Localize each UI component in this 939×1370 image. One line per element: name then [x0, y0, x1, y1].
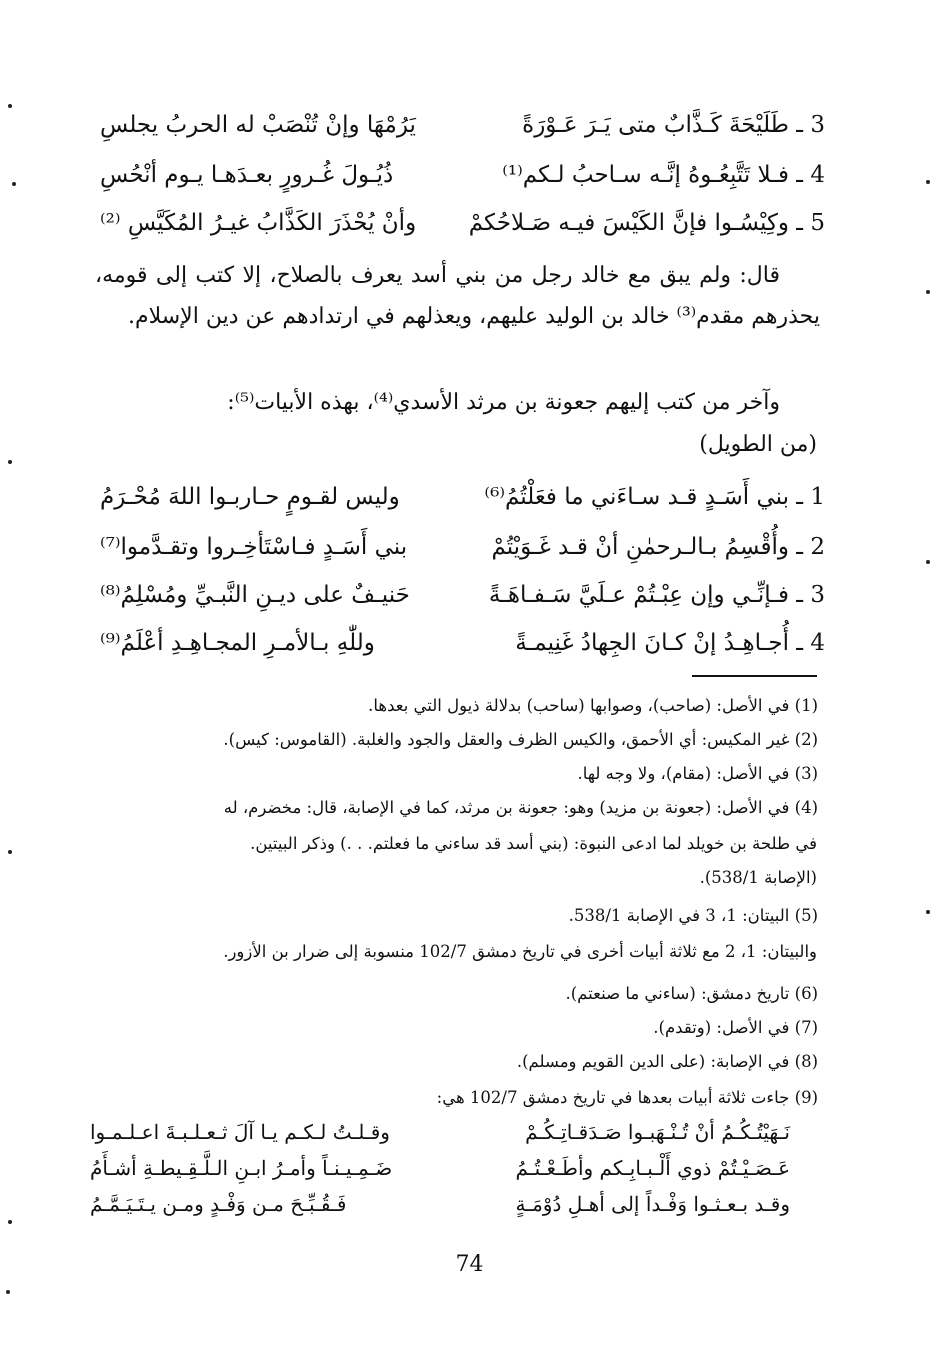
scan-speck [8, 460, 12, 464]
verse-hemistich-first: 5 ـ وكِيْسُـوا فإنَّ الكَيْسَ فيـه صَـلاحُكمْ [468, 210, 825, 236]
verse-hemistich-second: فَـقُـبِّـحَ مـن وَفْـدٍ ومـن يـتَـيَـمَّـمُ [90, 1192, 347, 1216]
footnote-continuation: (الإصابة 538/1). [699, 868, 817, 887]
footnote-verse-line [90, 1192, 790, 1216]
scan-speck [926, 290, 930, 294]
verse-hemistich-first: وقـد بـعـثـوا وَفْـداً إلى أهـلِ دُوْمَـةٍ [515, 1192, 790, 1216]
verse-hemistich-first: عَـصَـيْـتُمْ ذوي أَلْـبـابِـكم وأطَـعْـتُـمُ [515, 1156, 790, 1180]
verse-hemistich-second: حَنيـفٌ على ديـنِ النَّبـيِّ ومُسْلِمُ⁽⁸⁾ [100, 582, 410, 608]
verse-hemistich-second: ذُيُـولَ غُـرورٍ بعـدَهـا يـوم أنْحُسِ [100, 162, 394, 188]
footnote: (6) تاريخ دمشق: (ساءني ما صنعتم). [565, 984, 818, 1003]
verse-hemistich-first: 4 ـ أُجـاهِـدُ إنْ كـانَ الجِهادُ غَنِيمـةً [515, 630, 825, 656]
verse-hemistich-second: بني أَسَـدٍ فـاسْتَأخِـروا وتقـدَّموا⁽⁷⁾ [100, 534, 408, 560]
verse-hemistich-second: وقـلـتُ لـكـم يـا آلَ ثـعـلـبـةَ اعـلـمـوا [90, 1120, 390, 1144]
footnote: (4) في الأصل: (جعونة بن مزيد) وهو: جعونة بن مرثد، كما في الإصابة، قال: مخضرم، له [223, 798, 818, 817]
scan-speck [926, 560, 930, 564]
verse-line [100, 534, 825, 560]
footnote: (3) في الأصل: (مقام)، ولا وجه لها. [577, 764, 818, 783]
verse-hemistich-second: وليس لقـومٍ حـاربـوا اللهَ مُحْـرَمُ [100, 484, 400, 510]
footnote-continuation: في طلحة بن خويلد لما ادعى النبوة: (بني أسد قد ساءني ما فعلتم. . .) وذكر البيتين. [250, 834, 817, 853]
footnote: (7) في الأصل: (وتقدم). [653, 1018, 818, 1037]
scan-speck [6, 1290, 10, 1294]
verse-hemistich-second: وللّٰهِ بـالأمـرِ المجـاهِـدِ أعْلَمُ⁽⁹⁾ [100, 630, 375, 656]
verse-line [100, 630, 825, 656]
scan-speck [12, 182, 16, 186]
verse-line [100, 162, 825, 188]
footnote-verse-line [90, 1156, 790, 1180]
verse-hemistich-first: 1 ـ بني أَسَـدٍ قـد سـاءَني ما فعَلْتُمُ⁽⁶⁾ [484, 484, 825, 510]
scan-speck [8, 1220, 12, 1224]
scan-speck [926, 910, 930, 914]
verse-hemistich-first: 3 ـ فـإنِّـي وإن عِبْـتُمْ عـلَيَّ سَـفـاهَـةً [488, 582, 825, 608]
verse-line [100, 582, 825, 608]
verse-hemistich-first: 2 ـ وأُقْسِمُ بـالـرحمٰنِ أنْ قـد غَـوَيْتُمْ [491, 534, 825, 560]
scan-speck [926, 180, 930, 184]
footnote: (2) غير المكيس: أي الأحمق، والكيس الظرف والعقل والجود والغلبة. (القاموس: كيس). [223, 730, 818, 749]
footnote: (9) جاءت ثلاثة أبيات بعدها في تاريخ دمشق 102/7 هي: [436, 1088, 818, 1107]
body-paragraph: قال: ولم يبق مع خالد رجل من بني أسد يعرف بالصلاح، إلا كتب إلى قومه، يحذرهم مقدم⁽³⁾ خالد بن الوليد عليهم، ويعذلهم في ارتدادهم عن دين الإسلام. [95, 263, 820, 329]
verse-hemistich-first: 3 ـ طَلَيْحَةَ كَـذَّابٌ متى يَـرَ عَـوْرَةً [522, 112, 825, 138]
meter-label: (من الطويل) [699, 432, 817, 457]
scan-speck [8, 850, 12, 854]
verse-hemistich-first: نَـهَيْتُـكُـمُ أنْ تُـنْـهَبـوا صَـدَقـاتِـكُـمْ [525, 1120, 790, 1144]
verse-line [100, 112, 825, 138]
verse-line [100, 484, 825, 510]
page-number: 74 [455, 1252, 484, 1277]
footnote: (1) في الأصل: (صاحب)، وصوابها (ساحب) بدلالة ذيول التي بعدها. [368, 696, 818, 715]
verse-hemistich-second: يَرُمْهَا وإنْ تُنْصَبْ له الحربُ يجلسِ [100, 112, 416, 138]
intro-paragraph: وآخر من كتب إليهم جعونة بن مرثد الأسدي⁽⁴⁾، بهذه الأبيات⁽⁵⁾: [227, 390, 780, 415]
verse-hemistich-second: وأنْ يُحْذَرَ الكَذَّابُ غيـرُ المُكَيَّسِ ⁽²⁾ [100, 210, 417, 236]
verse-hemistich-first: 4 ـ فـلا تَتَّبِعُـوهُ إنَّـه سـاحبُ لـكم⁽¹⁾ [502, 162, 825, 188]
verse-line [100, 210, 825, 236]
verse-hemistich-second: ضَـمِـيـنـاً وأمـرُ ابـنِ الـلَّـقِـيطـةِ أشـأَمُ [90, 1156, 393, 1180]
scan-speck [8, 104, 12, 108]
footnote-continuation: والبيتان: 1، 2 مع ثلاثة أبيات أخرى في تاريخ دمشق 102/7 منسوبة إلى ضرار بن الأزور. [223, 942, 817, 961]
footnote: (5) البيتان: 1، 3 في الإصابة 538/1. [568, 906, 818, 925]
footnote-separator [692, 675, 817, 677]
footnote: (8) في الإصابة: (على الدين القويم ومسلم). [516, 1052, 818, 1071]
footnote-verse-line [90, 1120, 790, 1144]
